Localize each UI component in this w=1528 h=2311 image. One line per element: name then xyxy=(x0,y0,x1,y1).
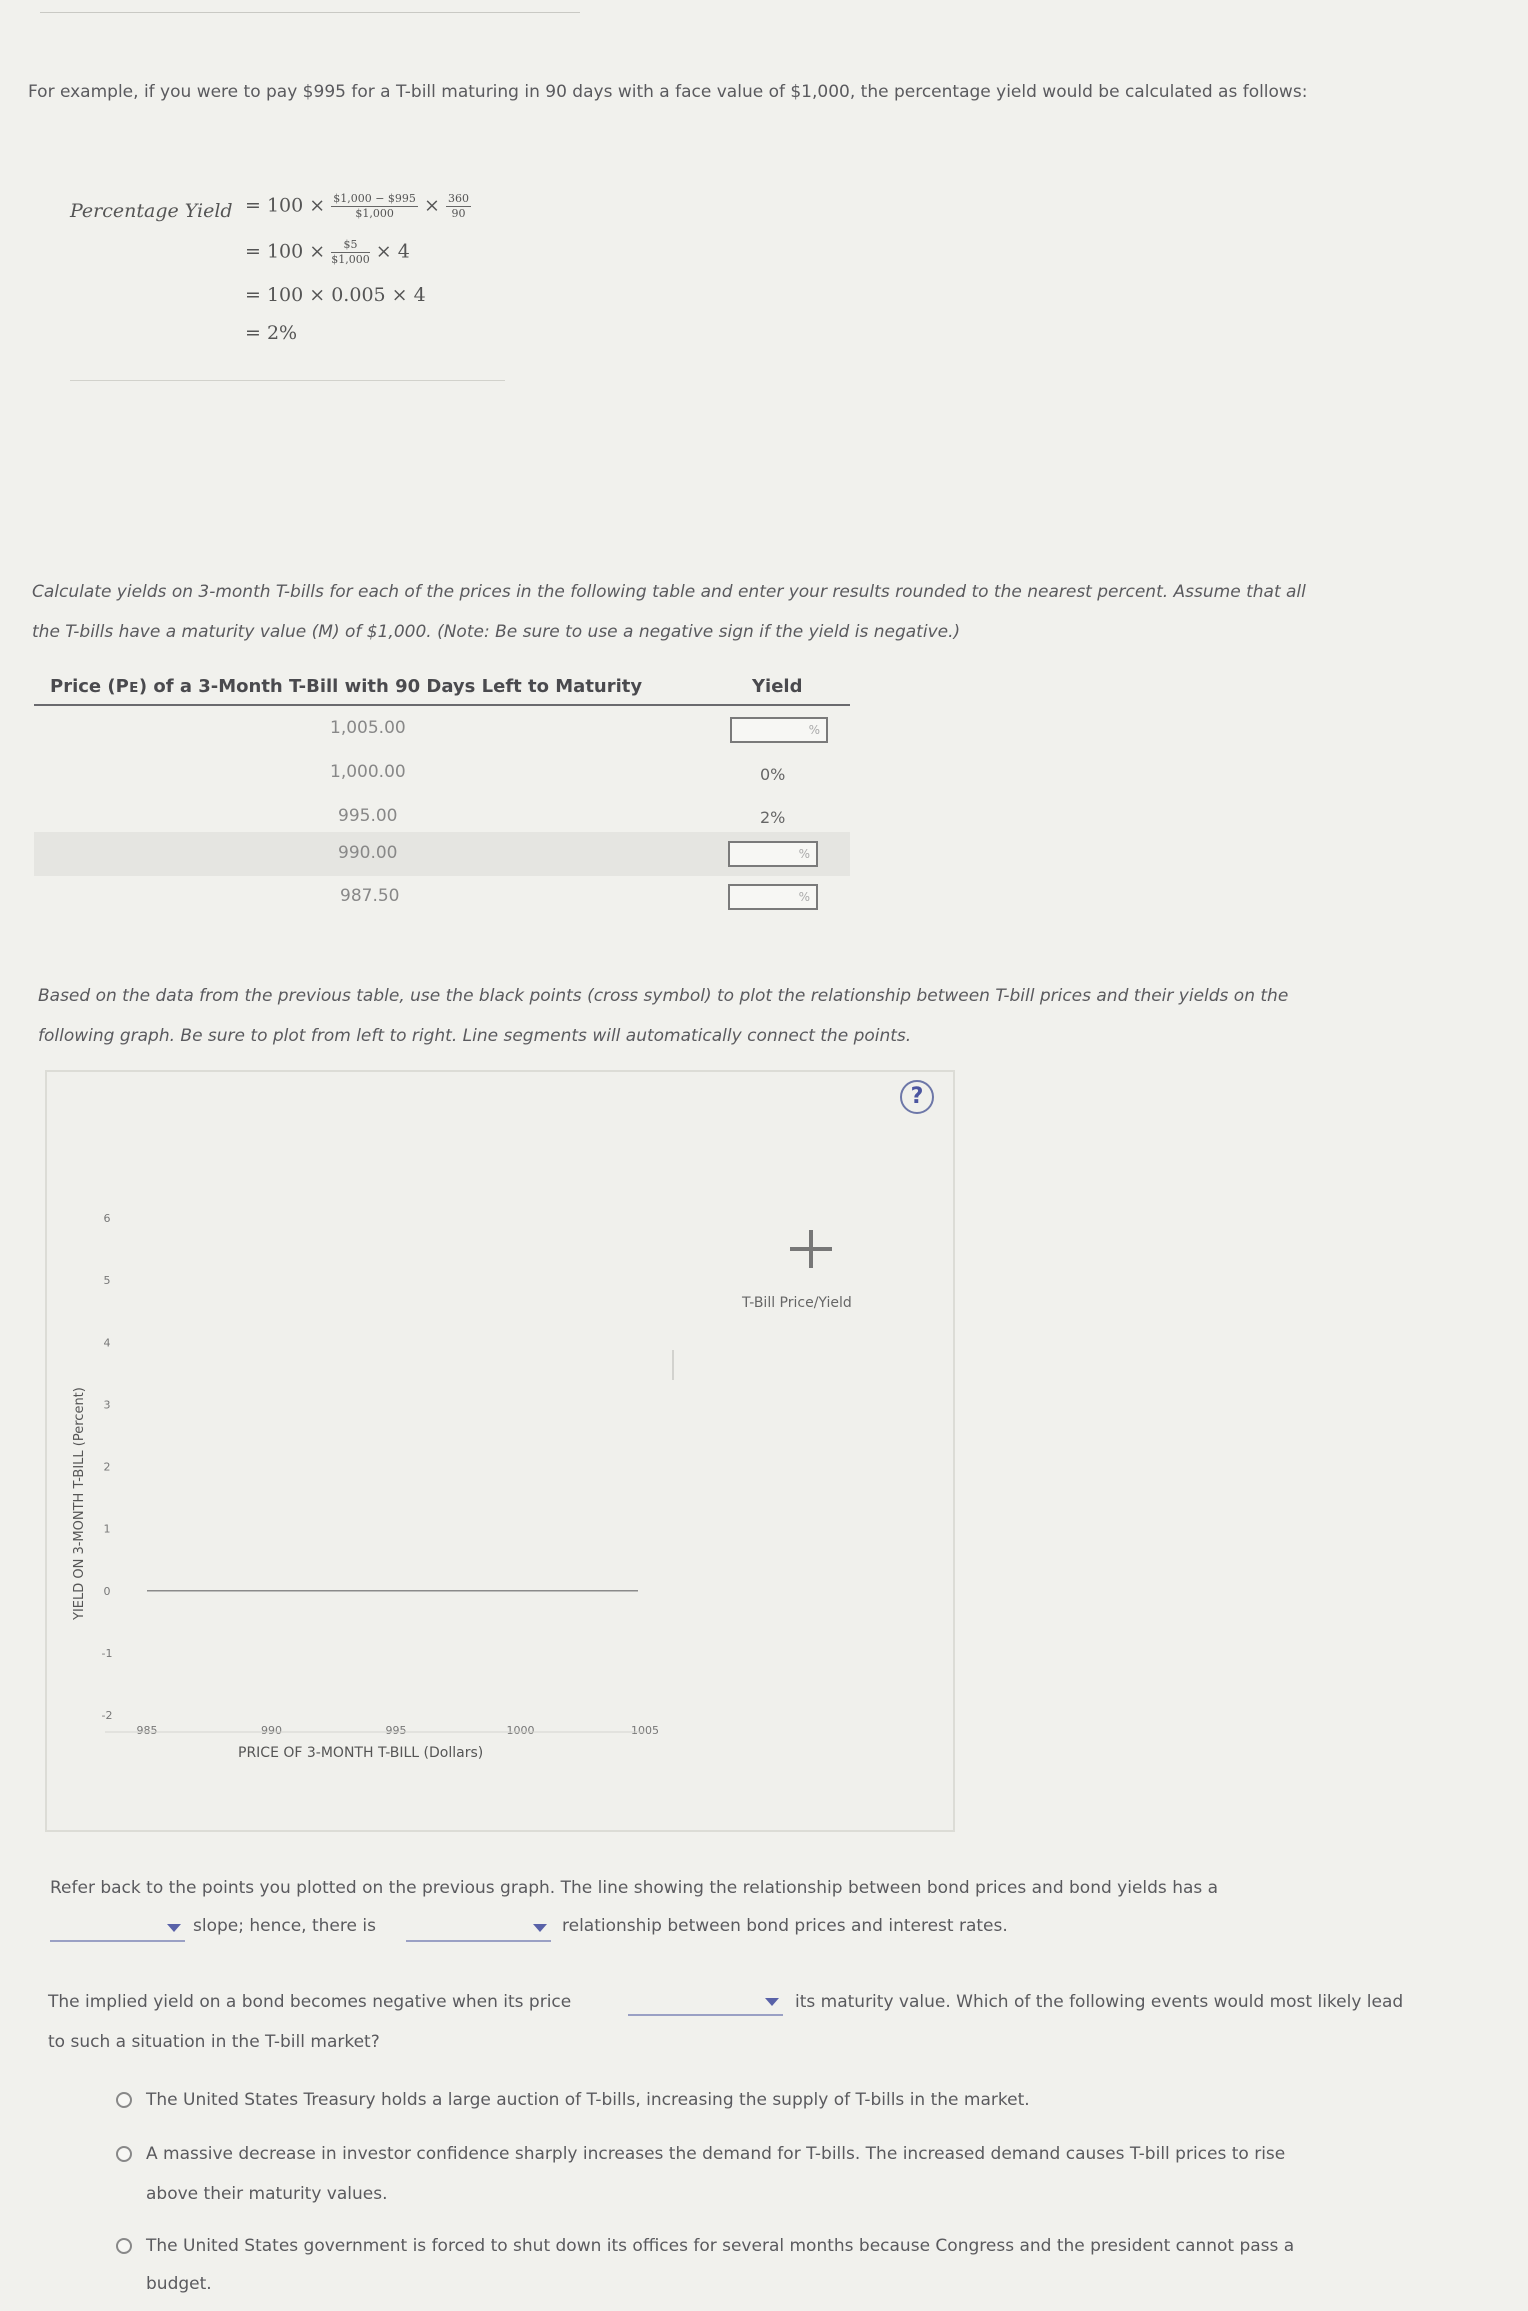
x-tick-label: 995 xyxy=(385,1724,407,1737)
percentage-yield-formula xyxy=(70,190,510,380)
formula-multiply: × xyxy=(423,194,440,217)
price-987-50: 987.50 xyxy=(340,886,400,906)
formula-line-1 xyxy=(245,192,471,221)
cross-symbol-tool[interactable] xyxy=(790,1230,832,1268)
fraction-denominator: 90 xyxy=(451,207,466,220)
fraction-numerator: $5 xyxy=(331,238,370,253)
y-tick-label: 3 xyxy=(103,1398,111,1412)
option-3-text: The United States government is forced to shut down its offices for several months because Congress and the president cannot pass a xyxy=(146,2236,1295,2256)
x-tick-label: 1005 xyxy=(631,1724,659,1737)
price-yield-chart[interactable] xyxy=(45,1070,955,1832)
relationship-dropdown[interactable] xyxy=(406,1920,551,1942)
formula-fraction-2 xyxy=(446,192,471,221)
yield-995: 2% xyxy=(760,808,786,827)
option-2-text-cont: above their maturity values. xyxy=(146,2184,388,2204)
x-tick-label: 985 xyxy=(136,1724,158,1737)
percent-unit: % xyxy=(798,847,810,861)
graph-instructions-line-1: Based on the data from the previous table, use the black points (cross symbol) to plot the relationship between T-bill prices and their yields on the xyxy=(38,986,1289,1006)
yield-input-987-50[interactable] xyxy=(728,884,818,910)
price-995: 995.00 xyxy=(338,806,398,826)
formula-divider xyxy=(70,380,505,381)
q2-part-1: The implied yield on a bond becomes negative when its price xyxy=(48,1992,572,2012)
y-tick-label: 0 xyxy=(103,1584,111,1598)
formula-fraction-1 xyxy=(331,192,418,221)
intro-text: For example, if you were to pay $995 for a T-bill maturing in 90 days with a face value of $1,000, the percentage yield would be calculated as follows: xyxy=(28,82,1308,102)
help-icon[interactable]: ? xyxy=(900,1080,934,1114)
x-tick-labels xyxy=(137,1724,660,1737)
formula-line-3: = 100 × 0.005 × 4 xyxy=(245,284,426,306)
instructions-line-1: Calculate yields on 3-month T-bills for each of the prices in the following table and enter your results rounded to the nearest percent. Assume that all xyxy=(32,582,1306,602)
formula-fraction-3 xyxy=(331,238,370,267)
y-tick-label: 4 xyxy=(103,1336,111,1350)
y-tick-labels xyxy=(102,1212,113,1722)
formula-line-2-suffix: × 4 xyxy=(375,240,410,263)
x-tick-label: 1000 xyxy=(506,1724,535,1737)
formula-line-2 xyxy=(245,238,410,267)
y-tick-label: 1 xyxy=(103,1522,111,1536)
yield-1000: 0% xyxy=(760,765,786,784)
fraction-denominator: $1,000 xyxy=(331,253,370,266)
fraction-numerator: 360 xyxy=(447,192,469,205)
x-tick-label: 990 xyxy=(261,1724,282,1737)
table-header-yield: Yield xyxy=(752,676,803,697)
price-1000: 1,000.00 xyxy=(330,762,406,782)
chevron-down-icon xyxy=(765,1998,779,2006)
graph-instructions-line-2: following graph. Be sure to plot from left to right. Line segments will automatically connect the points. xyxy=(38,1026,912,1046)
fraction-numerator: $1,000 − $995 xyxy=(333,192,416,205)
q1-line-1: Refer back to the points you plotted on the previous graph. The line showing the relationship between bond prices and bond yields has a xyxy=(50,1878,1219,1898)
yield-input-1005[interactable] xyxy=(730,717,828,743)
y-tick-label: 6 xyxy=(103,1212,111,1225)
q2-part-2: its maturity value. Which of the following events would most likely lead xyxy=(795,1992,1404,2012)
top-divider xyxy=(40,12,580,13)
option-1-text: The United States Treasury holds a large auction of T-bills, increasing the supply of T-bills in the market. xyxy=(146,2090,1030,2110)
y-tick-label: -1 xyxy=(101,1646,113,1660)
percent-unit: % xyxy=(808,723,820,737)
instructions-line-2: the T-bills have a maturity value (M) of $1,000. (Note: Be sure to use a negative sign if the yield is negative.) xyxy=(32,622,961,642)
price-comparison-dropdown[interactable] xyxy=(628,1994,783,2016)
table-header-price: Price (Pᴇ) of a 3-Month T-Bill with 90 Days Left to Maturity xyxy=(50,676,643,697)
slope-dropdown[interactable] xyxy=(50,1920,185,1942)
table-header-rule xyxy=(34,704,850,706)
y-axis-title: YIELD ON 3-MONTH T-BILL (Percent) xyxy=(72,1387,87,1620)
y-tick-label: -2 xyxy=(101,1709,113,1722)
q2-line-2: to such a situation in the T-bill market? xyxy=(48,2032,380,2052)
option-2-text: A massive decrease in investor confidence sharply increases the demand for T-bills. The increased demand causes T-bill prices to rise xyxy=(146,2144,1286,2164)
fraction-denominator: $1,000 xyxy=(355,207,394,220)
yield-input-990[interactable] xyxy=(728,841,818,867)
legend-label: T-Bill Price/Yield xyxy=(742,1295,852,1311)
option-3-text-cont: budget. xyxy=(146,2274,212,2294)
q1-part-1: slope; hence, there is xyxy=(193,1916,376,1936)
formula-line-1-prefix: = 100 × xyxy=(245,194,326,217)
formula-line-2-prefix: = 100 × xyxy=(245,240,326,263)
formula-line-4: = 2% xyxy=(245,322,298,344)
option-2-radio[interactable] xyxy=(116,2146,132,2162)
formula-label: Percentage Yield xyxy=(70,200,233,222)
q1-part-2: relationship between bond prices and interest rates. xyxy=(562,1916,1008,1936)
percent-unit: % xyxy=(798,890,810,904)
price-1005: 1,005.00 xyxy=(330,718,406,738)
chevron-down-icon xyxy=(167,1924,181,1932)
y-tick-label: 5 xyxy=(103,1274,111,1288)
price-990: 990.00 xyxy=(338,843,398,863)
x-axis-title: PRICE OF 3-MONTH T-BILL (Dollars) xyxy=(238,1745,484,1761)
option-1-radio[interactable] xyxy=(116,2092,132,2108)
chevron-down-icon xyxy=(533,1924,547,1932)
option-3-radio[interactable] xyxy=(116,2238,132,2254)
y-tick-label: 2 xyxy=(103,1460,111,1474)
